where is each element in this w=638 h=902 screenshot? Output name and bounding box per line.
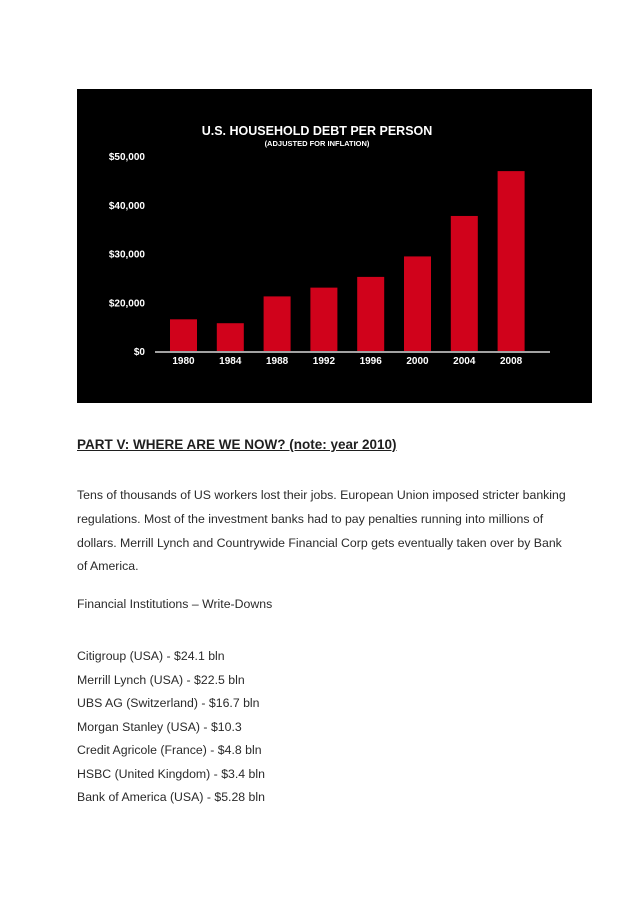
paragraph-text: Tens of thousands of US workers lost their jobs. European Union imposed stricter banking regulations. Most of the investment banks had to pay penalties running into millions of dollars. Merrill Lynch and Countrywide Financial Corp gets eventually taken over by Bank of America.	[77, 488, 566, 574]
chart-subtitle: (ADJUSTED FOR INFLATION)	[264, 139, 370, 148]
y-tick-label: $50,000	[108, 152, 145, 163]
x-tick-label: 2004	[453, 356, 476, 367]
chart-title: U.S. HOUSEHOLD DEBT PER PERSON	[201, 124, 433, 138]
x-tick-label: 1980	[172, 356, 195, 367]
write-downs-list	[77, 645, 265, 810]
list-item: Citigroup (USA) - $24.1 bln	[77, 649, 225, 663]
bar-2004	[451, 216, 478, 351]
list-item: Morgan Stanley (USA) - $10.3	[77, 719, 242, 734]
bar-1988	[264, 296, 291, 351]
y-tick-label: $0	[133, 347, 145, 358]
list-item: HSBC (United Kingdom) - $3.4 bln	[77, 766, 265, 781]
bar-1996	[357, 277, 384, 351]
list-item: UBS AG (Switzerland) - $16.7 bln	[77, 696, 260, 710]
x-tick-label: 2000	[406, 356, 429, 367]
bar-2008	[498, 171, 525, 351]
x-axis	[172, 356, 522, 367]
x-tick-label: 1992	[312, 356, 336, 367]
y-axis	[109, 152, 146, 358]
x-tick-label: 2008	[499, 356, 523, 367]
bars	[170, 171, 525, 351]
bar-1980	[170, 319, 197, 351]
list-item: Credit Agricole (France) - $4.8 bln	[77, 743, 262, 757]
write-downs-title: Financial Institutions – Write-Downs	[77, 597, 273, 611]
debt-chart	[77, 89, 592, 403]
section-heading: PART V: WHERE ARE WE NOW? (note: year 2010)	[77, 437, 397, 452]
bar-1992	[310, 288, 337, 351]
list-item: Merrill Lynch (USA) - $22.5 bln	[77, 672, 245, 687]
section-paragraph	[77, 484, 567, 579]
y-tick-label: $40,000	[108, 200, 145, 212]
debt-chart-svg	[77, 89, 592, 403]
y-tick-label: $20,000	[108, 298, 145, 310]
bar-2000	[404, 256, 431, 351]
bar-1984	[217, 323, 244, 351]
y-tick-label: $30,000	[108, 249, 145, 261]
x-tick-label: 1984	[219, 356, 242, 367]
x-tick-label: 1988	[265, 356, 289, 367]
list-item: Bank of America (USA) - $5.28 bln	[77, 790, 265, 804]
x-tick-label: 1996	[359, 356, 382, 367]
